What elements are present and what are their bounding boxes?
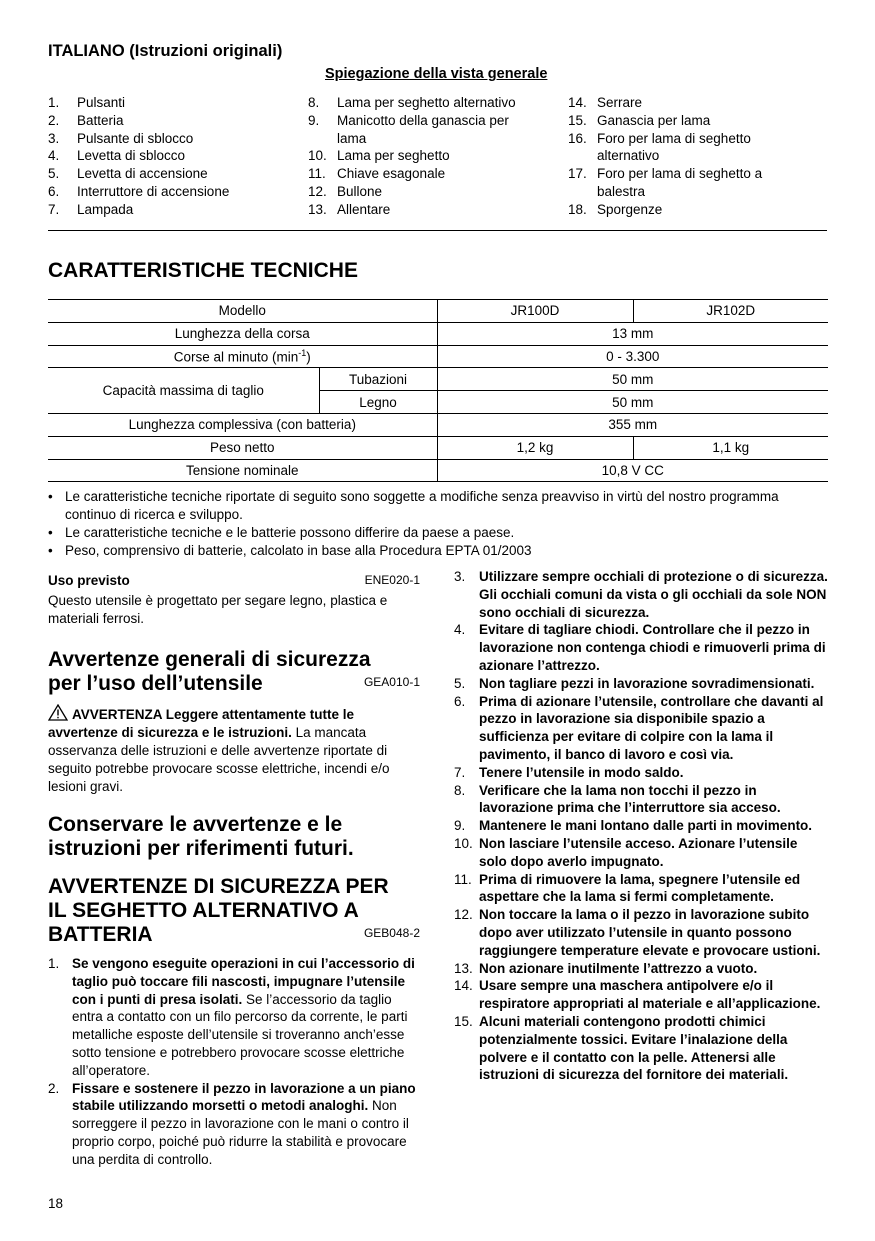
list-item: 6. Prima di azionare l’utensile, controllare che davanti al pezzo in lavorazione sia disponibile spazio a sufficienza per evitare di colpire con la lama il pavimento, il banco di lavoro e così via. — [454, 693, 824, 762]
list-item: 3. Pulsante di sblocco — [48, 130, 194, 146]
list-item: 5. Non tagliare pezzi in lavorazione sovradimensionati. — [454, 675, 815, 691]
table-cell: Tensione nominale — [48, 459, 437, 482]
table-row — [48, 345, 828, 368]
legend-column-1 — [48, 94, 298, 219]
specs-title: CARATTERISTICHE TECNICHE — [48, 259, 358, 282]
table-cell: 0 - 3.300 — [437, 345, 828, 368]
safety-list-right — [454, 568, 828, 1084]
list-item: • Le caratteristiche tecniche e le batterie possono differire da paese a paese. — [48, 525, 515, 540]
list-item: 3. Utilizzare sempre occhiali di protezione o di sicurezza. Gli occhiali comuni da vista o gli occhiali da sole NON sono occhiali di sicurezza. — [454, 569, 828, 620]
list-item: 13. Non azionare inutilmente l’attrezzo a vuoto. — [454, 960, 758, 976]
list-item: 12. Non toccare la lama o il pezzo in lavorazione subito dopo aver utilizzato l’utensile in quanto possono raggiungere temperature elevate e provocare ustioni. — [454, 907, 821, 958]
table-cell: Lunghezza complessiva (con batteria) — [48, 413, 437, 436]
list-item: 11. Chiave esagonale — [308, 166, 446, 182]
table-cell: Legno — [319, 391, 437, 414]
language-heading: ITALIANO (Istruzioni originali) — [48, 42, 283, 60]
warning-triangle-icon — [48, 704, 68, 721]
safety-list-left — [48, 955, 420, 1169]
jigsaw-safety-heading: AVVERTENZE DI SICUREZZA PER IL SEGHETTO ALTERNATIVO A BATTERIA GEB048-2 — [48, 875, 420, 946]
list-item: 12. Bullone — [308, 183, 383, 199]
list-item: 14. Usare sempre una maschera antipolvere e/o il respiratore appropriati al materiale e all’applicazione. — [454, 978, 821, 1012]
list-item: 6. Interruttore di accensione — [48, 183, 230, 199]
list-item: 8. Verificare che la lama non tocchi il pezzo in lavorazione prima che l’interruttore sia acceso. — [454, 782, 781, 816]
table-row — [48, 459, 828, 482]
intended-use-heading: Uso previsto ENE020-1 — [48, 573, 420, 588]
list-item: 1. Pulsanti — [48, 95, 126, 110]
table-cell: Lunghezza della corsa — [48, 322, 437, 345]
list-item: 7. Tenere l’utensile in modo saldo. — [454, 764, 684, 780]
table-cell: JR102D — [633, 300, 828, 323]
table-row — [48, 300, 828, 323]
list-item: • Peso, comprensivo di batterie, calcolato in base alla Procedura EPTA 01/2003 — [48, 543, 532, 558]
list-item: 11. Prima di rimuovere la lama, spegnere l’utensile ed aspettare che la lama si fermi completamente. — [454, 871, 801, 905]
list-item: 14. Serrare — [568, 95, 643, 110]
table-row — [48, 436, 828, 459]
list-item: 9. Mantenere le mani lontano dalle parti in movimento. — [454, 818, 813, 834]
table-row — [48, 368, 828, 391]
list-item: • Le caratteristiche tecniche riportate di seguito sono soggette a modifiche senza preavviso in virtù del nostro programma continuo di ricerca e sviluppo. — [48, 489, 779, 522]
table-cell: Tubazioni — [319, 368, 437, 391]
intended-use-text: Questo utensile è progettato per segare legno, plastica e materiali ferrosi. — [48, 593, 388, 626]
table-cell: Peso netto — [48, 436, 437, 459]
table-cell: Corse al minuto $(\min^{-1})$ — [48, 345, 437, 368]
keep-instructions-heading: Conservare le avvertenze e le istruzioni per riferimenti futuri. — [48, 813, 354, 860]
list-item: 4. Evitare di tagliare chiodi. Controllare che il pezzo in lavorazione non contenga chiodi e rimuoverli prima di azionare l’attrezzo. — [454, 622, 826, 673]
section-code: GEB048-2 — [363, 926, 420, 940]
section-code: GEA010-1 — [363, 675, 420, 689]
list-item: 13. Allentare — [308, 201, 391, 217]
table-cell: 1,2 kg — [437, 436, 633, 459]
legend-column-3 — [568, 94, 798, 219]
table-cell: JR100D — [437, 300, 633, 323]
warning-paragraph: AVVERTENZA Leggere attentamente tutte le avvertenze di sicurezza e le istruzioni. La mancata osservanza delle istruzioni e delle avvertenze riportate di seguito potrebbe provocare scosse elettriche, incendi e/o lesioni gravi. — [48, 704, 420, 796]
list-item: 10. Non lasciare l’utensile acceso. Azionare l’utensile solo dopo averlo impugnato. — [454, 835, 798, 869]
table-cell: Modello — [48, 300, 437, 323]
list-item: 2. Batteria — [48, 112, 124, 128]
table-cell: Capacità massima di taglio — [48, 368, 319, 414]
table-cell: 1,1 kg — [633, 436, 828, 459]
list-item: 9. Manicotto della ganascia per lama — [308, 112, 509, 146]
list-item: 8. Lama per seghetto alternativo — [308, 95, 516, 110]
table-cell: 355 mm — [437, 413, 828, 436]
list-item: 4. Levetta di sblocco — [48, 148, 186, 164]
general-safety-heading: Avvertenze generali di sicurezza per l’uso dell’utensile GEA010-1 — [48, 648, 420, 695]
table-cell: 10,8 V CC — [437, 459, 828, 482]
list-item: 5. Levetta di accensione — [48, 166, 208, 182]
section-divider — [48, 230, 827, 231]
overview-title: Spiegazione della vista generale — [325, 66, 548, 82]
list-item: 15. Ganascia per lama — [568, 112, 711, 128]
section-code: ENE020-1 — [364, 573, 420, 587]
legend-column-2 — [308, 94, 538, 219]
list-item: 16. Foro per lama di seghetto alternativo — [568, 130, 751, 164]
list-item: 15. Alcuni materiali contengono prodotti chimici potenzialmente tossici. Evitare l’inalazione della polvere e il contatto con la pelle. Attenersi alle istruzioni di sicurezza del fornitore dei materiali. — [454, 1013, 789, 1083]
table-row — [48, 413, 828, 436]
table-cell: 50 mm — [437, 368, 828, 391]
list-item: 2. Fissare e sostenere il pezzo in lavorazione a un piano stabile utilizzando morsetti o metodi analoghi. Non sorreggere il pezzo in lavorazione con le mani o contro il proprio corpo, poiché può ridurre la stabilità e provocare una perdita di controllo. — [48, 1080, 416, 1167]
list-item: 17. Foro per lama di seghetto a balestra — [568, 166, 763, 199]
list-item: 1. Se vengono eseguite operazioni in cui l’accessorio di taglio può toccare fili nascosti, impugnare l’utensile con i punti di presa isolati. Se l’accessorio da taglio entra a contatto con un filo percorso da corrente, le parti metalliche esposte dell’utensile si troveranno anch’esse sotto tensione e potrebbero provocare scosse elettriche all’operatore. — [48, 956, 415, 1078]
table-cell: 50 mm — [437, 391, 828, 414]
page-number: 18 — [48, 1196, 64, 1211]
list-item: 18. Sporgenze — [568, 201, 663, 217]
list-item: 7. Lampada — [48, 201, 134, 217]
list-item: 10. Lama per seghetto — [308, 148, 450, 164]
spec-notes — [48, 488, 828, 560]
table-row — [48, 322, 828, 345]
specs-table — [48, 299, 828, 482]
table-cell: 13 mm — [437, 322, 828, 345]
